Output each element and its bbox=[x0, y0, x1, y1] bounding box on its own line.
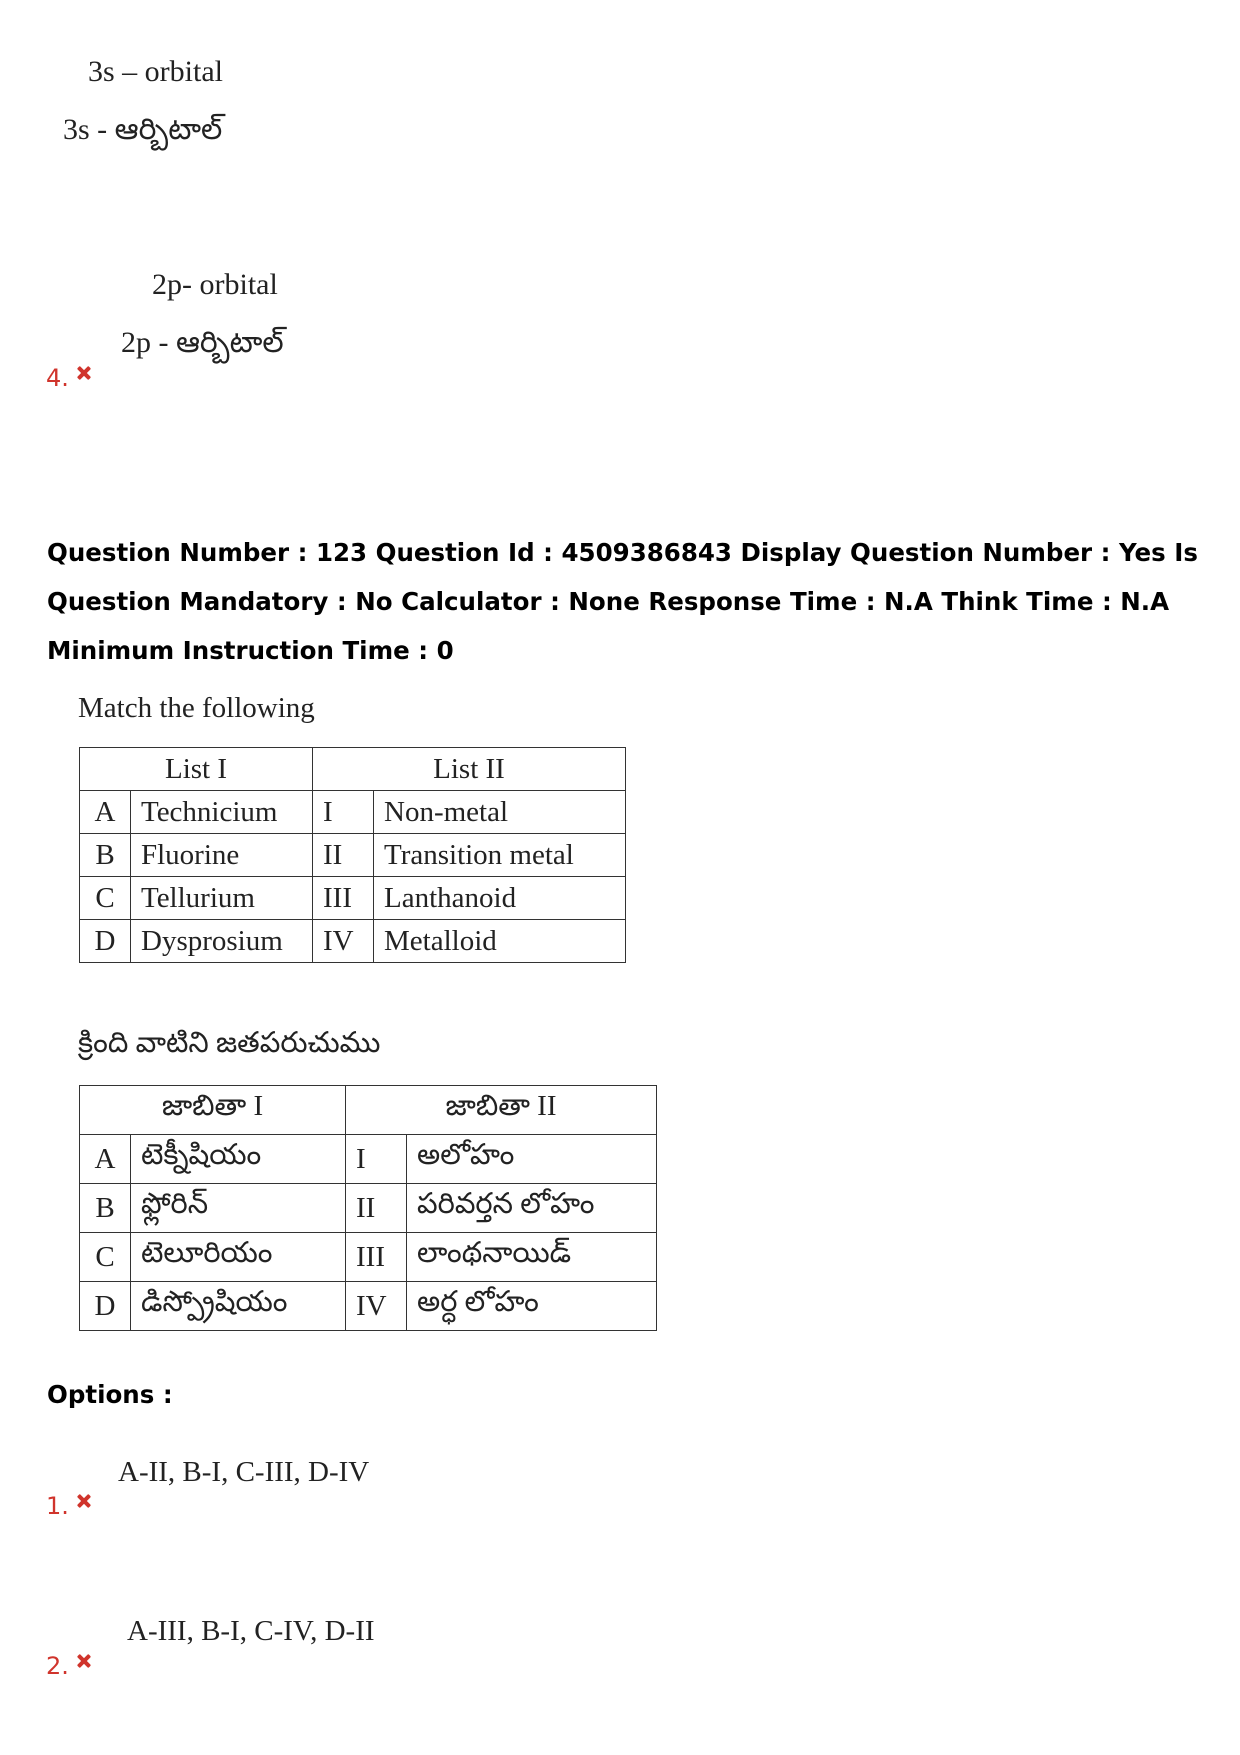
table-cell-numeral: I bbox=[313, 791, 374, 834]
table-cell-item: Lanthanoid bbox=[374, 877, 626, 920]
option-4-line1-en: 3s – orbital bbox=[88, 55, 223, 88]
table-cell-item: అర్ధ లోహం bbox=[407, 1282, 657, 1331]
table-cell-letter: B bbox=[80, 1184, 131, 1233]
wrong-cross-icon bbox=[77, 1654, 91, 1668]
table-cell-letter: A bbox=[80, 1135, 131, 1184]
table-header-list2: List II bbox=[313, 748, 626, 791]
table-cell-numeral: IV bbox=[313, 920, 374, 963]
option-number: 1. bbox=[46, 1492, 69, 1520]
table-cell-letter: D bbox=[80, 1282, 131, 1331]
option-4-marker bbox=[46, 364, 91, 392]
options-label: Options : bbox=[47, 1380, 173, 1409]
wrong-cross-icon bbox=[77, 366, 91, 380]
table-cell-item: ఫ్లోరిన్ bbox=[131, 1184, 346, 1233]
table-cell-letter: D bbox=[80, 920, 131, 963]
table-row bbox=[80, 1282, 657, 1331]
table-cell-item: Metalloid bbox=[374, 920, 626, 963]
wrong-cross-icon bbox=[77, 1494, 91, 1508]
table-cell-item: టెక్నీషియం bbox=[131, 1135, 346, 1184]
table-header-list2: జాబితా II bbox=[346, 1086, 657, 1135]
table-cell-item: Non-metal bbox=[374, 791, 626, 834]
option-1-text: A-II, B-I, C-III, D-IV bbox=[118, 1456, 370, 1488]
table-cell-letter: C bbox=[80, 1233, 131, 1282]
table-cell-letter: B bbox=[80, 834, 131, 877]
question-meta: Question Number : 123 Question Id : 4509386843 Display Question Number : Yes Is Question Mandatory : No Calculator : None Response Time : N.A Think Time : N.A Minimum Instruction Time : 0 bbox=[47, 538, 1198, 665]
option-4-line2-te: 2p - ఆర్బిటాల్ bbox=[121, 326, 284, 359]
table-row bbox=[80, 877, 626, 920]
table-header-list1: జాబితా I bbox=[80, 1086, 346, 1135]
table-cell-item: టెలూరియం bbox=[131, 1233, 346, 1282]
table-cell-letter: A bbox=[80, 791, 131, 834]
table-row bbox=[80, 1135, 657, 1184]
table-cell-item: Transition metal bbox=[374, 834, 626, 877]
table-header-list1: List I bbox=[80, 748, 313, 791]
table-cell-item: అలోహం bbox=[407, 1135, 657, 1184]
table-row bbox=[80, 1233, 657, 1282]
table-cell-item: Tellurium bbox=[131, 877, 313, 920]
match-table-en bbox=[79, 747, 626, 963]
table-row bbox=[80, 1184, 657, 1233]
table-cell-numeral: IV bbox=[346, 1282, 407, 1331]
option-1-marker[interactable] bbox=[46, 1492, 91, 1520]
table-cell-item: పరివర్తన లోహం bbox=[407, 1184, 657, 1233]
option-4-line1-te: 3s - ఆర్బిటాల్ bbox=[63, 113, 223, 146]
question-prompt-te: క్రింది వాటిని జతపరుచుము bbox=[78, 1027, 381, 1059]
table-cell-item: Dysprosium bbox=[131, 920, 313, 963]
table-cell-numeral: III bbox=[313, 877, 374, 920]
option-4-line2-en: 2p- orbital bbox=[152, 268, 278, 301]
table-header-row bbox=[80, 748, 626, 791]
table-cell-letter: C bbox=[80, 877, 131, 920]
option-2-marker[interactable] bbox=[46, 1652, 91, 1680]
table-row bbox=[80, 791, 626, 834]
option-number: 2. bbox=[46, 1652, 69, 1680]
option-2-text: A-III, B-I, C-IV, D-II bbox=[127, 1615, 375, 1647]
table-cell-numeral: III bbox=[346, 1233, 407, 1282]
table-row bbox=[80, 920, 626, 963]
question-prompt-en: Match the following bbox=[78, 692, 315, 724]
table-cell-item: లాంథనాయిడ్ bbox=[407, 1233, 657, 1282]
table-cell-numeral: II bbox=[346, 1184, 407, 1233]
table-header-row bbox=[80, 1086, 657, 1135]
table-cell-item: డిస్ప్రోషియం bbox=[131, 1282, 346, 1331]
table-cell-numeral: I bbox=[346, 1135, 407, 1184]
option-number: 4. bbox=[46, 364, 69, 392]
table-cell-item: Fluorine bbox=[131, 834, 313, 877]
table-cell-item: Technicium bbox=[131, 791, 313, 834]
table-cell-numeral: II bbox=[313, 834, 374, 877]
table-row bbox=[80, 834, 626, 877]
match-table-te bbox=[79, 1085, 657, 1331]
